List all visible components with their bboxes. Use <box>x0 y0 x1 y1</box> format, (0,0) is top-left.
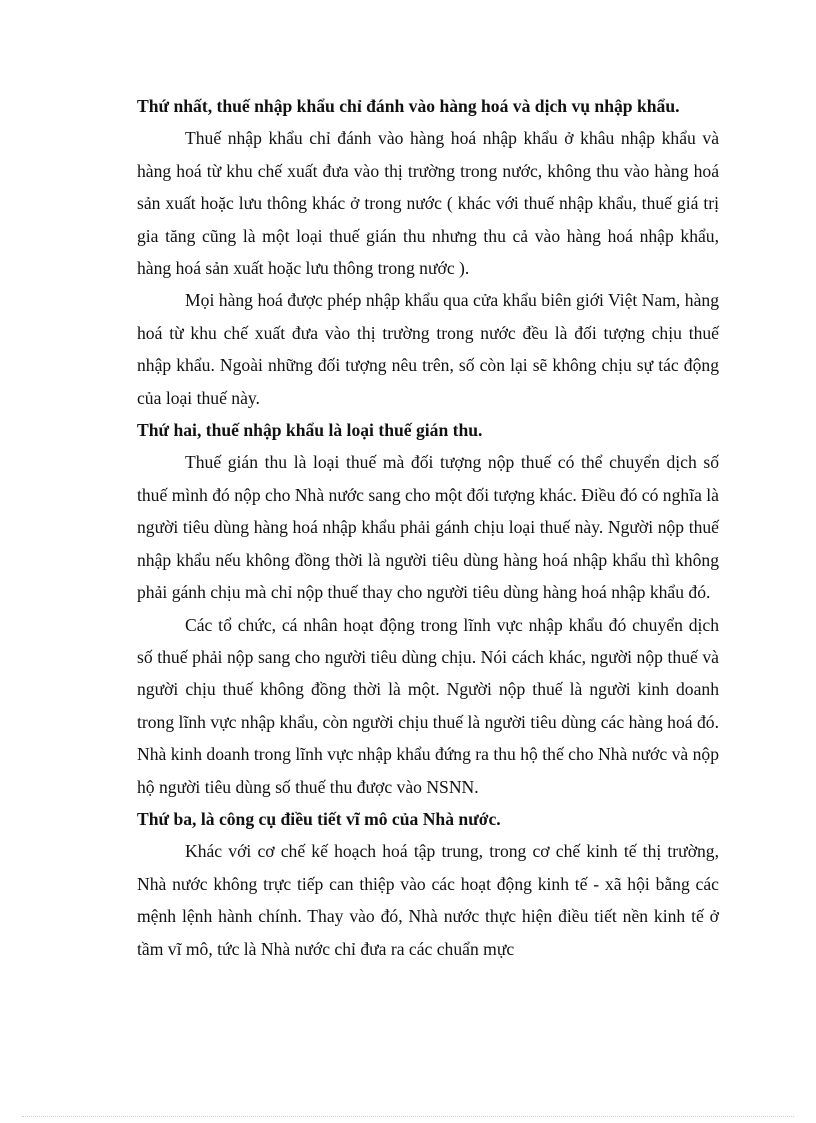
section-heading-third: Thứ ba, là công cụ điều tiết vĩ mô của Nhà nước. <box>137 808 501 829</box>
section-heading-second: Thứ hai, thuế nhập khẩu là loại thuế gián thu. <box>137 420 483 441</box>
paragraph-indirect-tax: Thuế gián thu là loại thuế mà đối tượng nộp thuế có thể chuyển dịch số thuế mình đó nộp cho Nhà nước sang cho một đối tượng khác. Điều đó có nghĩa là người tiêu dùng hàng hoá nhập khẩu phải gánh chịu loại thuế này. Người nộp thuế nhập khẩu nếu không đồng thời là người tiêu dùng hàng hoá nhập khẩu thì không phải gánh chịu mà chỉ nộp thuế thay cho người tiêu dùng hàng hoá nhập khẩu đó. <box>137 452 719 603</box>
paragraph-tax-shift: Các tổ chức, cá nhân hoạt động trong lĩnh vực nhập khẩu đó chuyển dịch số thuế phải nộp sang cho người tiêu dùng chịu. Nói cách khác, người nộp thuế và người chịu thuế không đồng thời là một. Người nộp thuế là người kinh doanh trong lĩnh vực nhập khẩu, còn người chịu thuế là người tiêu dùng các hàng hoá đó. Nhà kinh doanh trong lĩnh vực nhập khẩu đứng ra thu hộ thế cho Nhà nước và nộp hộ người tiêu dùng số thuế thu được vào NSNN. <box>137 614 719 797</box>
footer-divider <box>22 1116 794 1117</box>
paragraph-import-scope: Thuế nhập khẩu chỉ đánh vào hàng hoá nhập khẩu ở khâu nhập khẩu và hàng hoá từ khu chế xuất đưa vào thị trường trong nước, không thu vào hàng hoá sản xuất hoặc lưu thông khác ở trong nước ( khác với thuế nhập khẩu, thuế giá trị gia tăng cũng là một loại thuế gián thu nhưng thu cả vào hàng hoá nhập khẩu, hàng hoá sản xuất hoặc lưu thông trong nước ). <box>137 128 719 279</box>
section-heading-first: Thứ nhất, thuế nhập khẩu chỉ đánh vào hàng hoá và dịch vụ nhập khẩu. <box>137 96 680 116</box>
paragraph-taxable-objects: Mọi hàng hoá được phép nhập khẩu qua cửa khẩu biên giới Việt Nam, hàng hoá từ khu chế xuất đưa vào thị trường trong nước đều là đối tượng chịu thuế nhập khẩu. Ngoài những đối tượng nêu trên, số còn lại sẽ không chịu sự tác động của loại thuế này. <box>137 290 719 408</box>
paragraph-macro-regulation: Khác với cơ chế kế hoạch hoá tập trung, trong cơ chế kinh tế thị trường, Nhà nước không trực tiếp can thiệp vào các hoạt động kinh tế - xã hội bằng các mệnh lệnh hành chính. Thay vào đó, Nhà nước thực hiện điều tiết nền kinh tế ở tầm vĩ mô, tức là Nhà nước chỉ đưa ra các chuẩn mực <box>137 841 719 959</box>
document-body <box>137 90 719 965</box>
